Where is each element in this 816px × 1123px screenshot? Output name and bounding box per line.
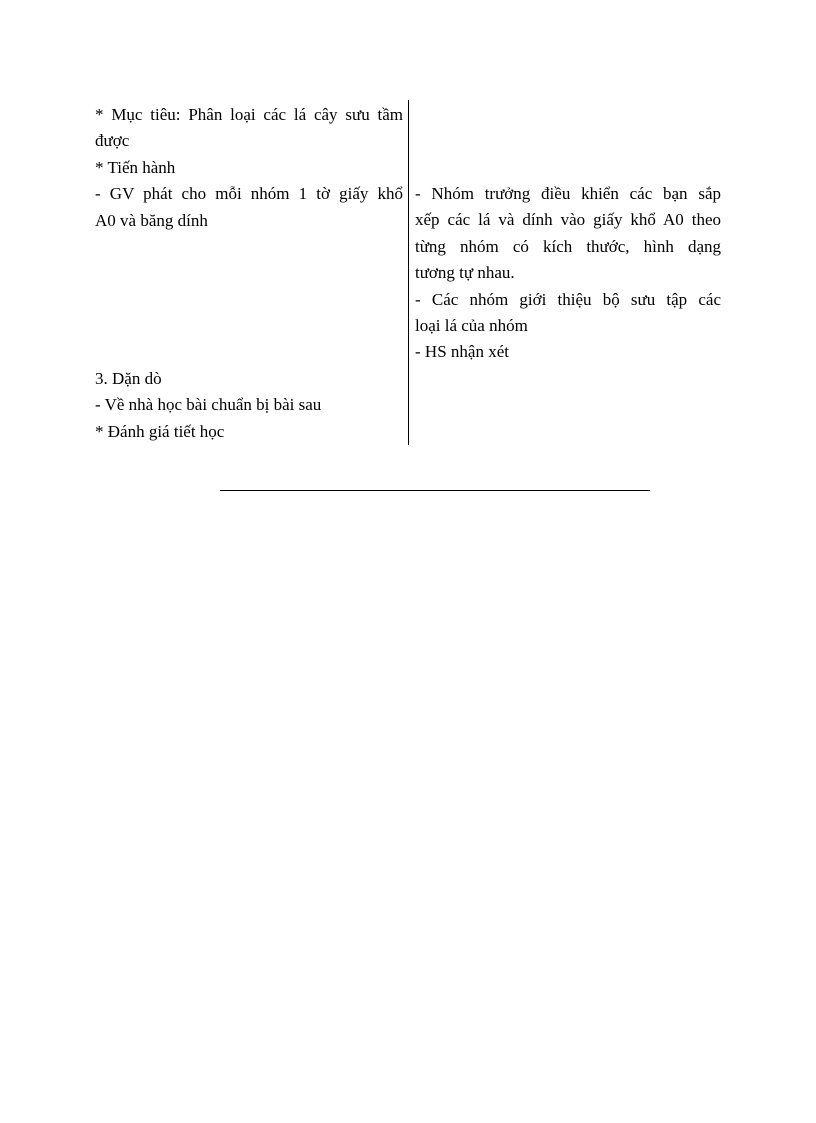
student-activity-column bbox=[415, 100, 721, 445]
group-line-2: xếp các lá và dính vào giấy khổ A0 theo bbox=[415, 210, 721, 230]
objective-block bbox=[95, 102, 403, 234]
gv-instruction-line-1: - GV phát cho mỗi nhóm 1 tờ giấy khổ bbox=[95, 184, 403, 204]
homework-block bbox=[95, 366, 403, 445]
group-line-1: - Nhóm trưởng điều khiển các bạn sắp bbox=[415, 184, 721, 203]
group-activity-block bbox=[415, 181, 721, 366]
present-line-2: loại lá của nhóm bbox=[415, 316, 528, 336]
homework-item: - Về nhà học bài chuẩn bị bài sau bbox=[95, 395, 322, 415]
objective-line-2: được bbox=[95, 131, 130, 151]
present-line-1: - Các nhóm giới thiệu bộ sưu tập các bbox=[415, 289, 721, 309]
gv-instruction-line-2: A0 và băng dính bbox=[95, 210, 208, 230]
lesson-table bbox=[95, 100, 725, 445]
column-divider bbox=[408, 100, 409, 445]
procedure-heading: * Tiến hành bbox=[95, 157, 176, 177]
homework-title: 3. Dặn dò bbox=[95, 369, 162, 388]
group-line-3: từng nhóm có kích thước, hình dạng bbox=[415, 236, 721, 256]
section-separator-line bbox=[220, 490, 650, 491]
group-line-4: tương tự nhau. bbox=[415, 263, 515, 283]
lesson-evaluation: * Đánh giá tiết học bbox=[95, 421, 225, 441]
student-comment: - HS nhận xét bbox=[415, 342, 509, 362]
teacher-activity-column bbox=[95, 100, 403, 445]
objective-line-1: * Mục tiêu: Phân loại các lá cây sưu tầm bbox=[95, 105, 403, 124]
